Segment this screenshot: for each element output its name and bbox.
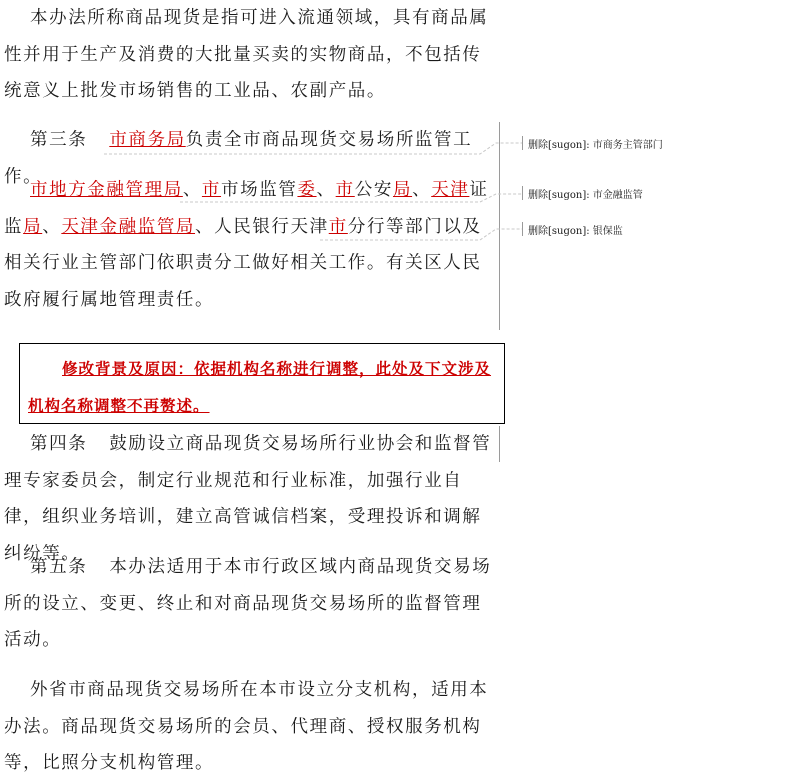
insertion-mark: 天津金融监管局 xyxy=(61,216,196,237)
comment-text: 市商务主管部门 xyxy=(592,140,663,151)
text-run: 、 xyxy=(412,180,432,200)
text-run: 、人民银行天津 xyxy=(195,216,329,237)
text-run: 、 xyxy=(316,180,336,200)
revision-note-box xyxy=(19,343,505,424)
paragraph-6: 外省市商品现货交易场所在本市设立分支机构，适用本办法。商品现货交易场所的会员、代理商、授权服务机构等，比照分支机构管理。 xyxy=(4,680,489,773)
comment-deleted-1[interactable] xyxy=(528,136,663,151)
article-text: 本办法适用于本市行政区域内商品现货交易场所的设立、变更、终止和对商品现货交易场所的监督管理活动。 xyxy=(4,557,492,650)
article-number: 第四条 xyxy=(30,434,88,454)
text-run: 市场监管 xyxy=(221,180,298,200)
insertion-mark: 局 xyxy=(23,216,43,237)
comment-marker xyxy=(522,136,523,150)
comment-marker xyxy=(522,222,523,236)
insertion-mark: 市 xyxy=(335,180,355,200)
article-number: 第五条 xyxy=(30,557,88,577)
comment-marker xyxy=(522,186,523,200)
article-text: 负责全市商品现货交易场所监管工作。 xyxy=(4,130,473,187)
text-run: 公安 xyxy=(354,180,393,200)
comment-text: 银保监 xyxy=(592,226,623,237)
insertion-mark: 市地方金融管理局 xyxy=(30,180,183,200)
text-run: 证监 xyxy=(4,180,489,237)
text-run: 分行等部门以及相关行业主管部门依职责分工做好相关工作。有关区人民政府履行属地管理责任。 xyxy=(4,216,482,310)
paragraph-article-5 xyxy=(4,549,494,659)
insertion-mark: 天津 xyxy=(431,180,470,200)
paragraph-agencies xyxy=(4,172,494,318)
comment-label: 删除[sugon]: xyxy=(528,140,590,151)
insertion-mark: 市商务局 xyxy=(109,130,186,150)
article-number: 第三条 xyxy=(30,130,88,150)
insertion-mark: 局 xyxy=(392,180,413,200)
insertion-mark: 市 xyxy=(328,216,348,237)
comment-label: 删除[sugon]: xyxy=(528,226,590,237)
revision-note-content: 修改背景及原因：依据机构名称进行调整，此处及下文涉及机构名称调整不再赘述。 xyxy=(28,359,492,415)
paragraph-1: 本办法所称商品现货是指可进入流通领域，具有商品属性并用于生产及消费的大批量买卖的实物商品，不包括传统意义上批发市场销售的工业品、农副产品。 xyxy=(4,8,489,101)
comment-deleted-2[interactable] xyxy=(528,186,643,201)
insertion-mark: 市 xyxy=(201,180,222,200)
insertion-mark: 委 xyxy=(297,180,317,200)
comment-label: 删除[sugon]: xyxy=(528,190,590,201)
comment-deleted-3[interactable] xyxy=(528,222,623,237)
comment-text: 市金融监管 xyxy=(592,190,643,201)
article-text: 鼓励设立商品现货交易场所行业协会和监督管理专家委员会，制定行业规范和行业标准，加强行业自律，组织业务培训，建立高管诚信档案，受理投诉和调解纠纷等。 xyxy=(4,434,492,564)
revision-note-text xyxy=(28,350,498,424)
text-run: 、 xyxy=(42,216,62,237)
text-run: 、 xyxy=(182,180,202,200)
